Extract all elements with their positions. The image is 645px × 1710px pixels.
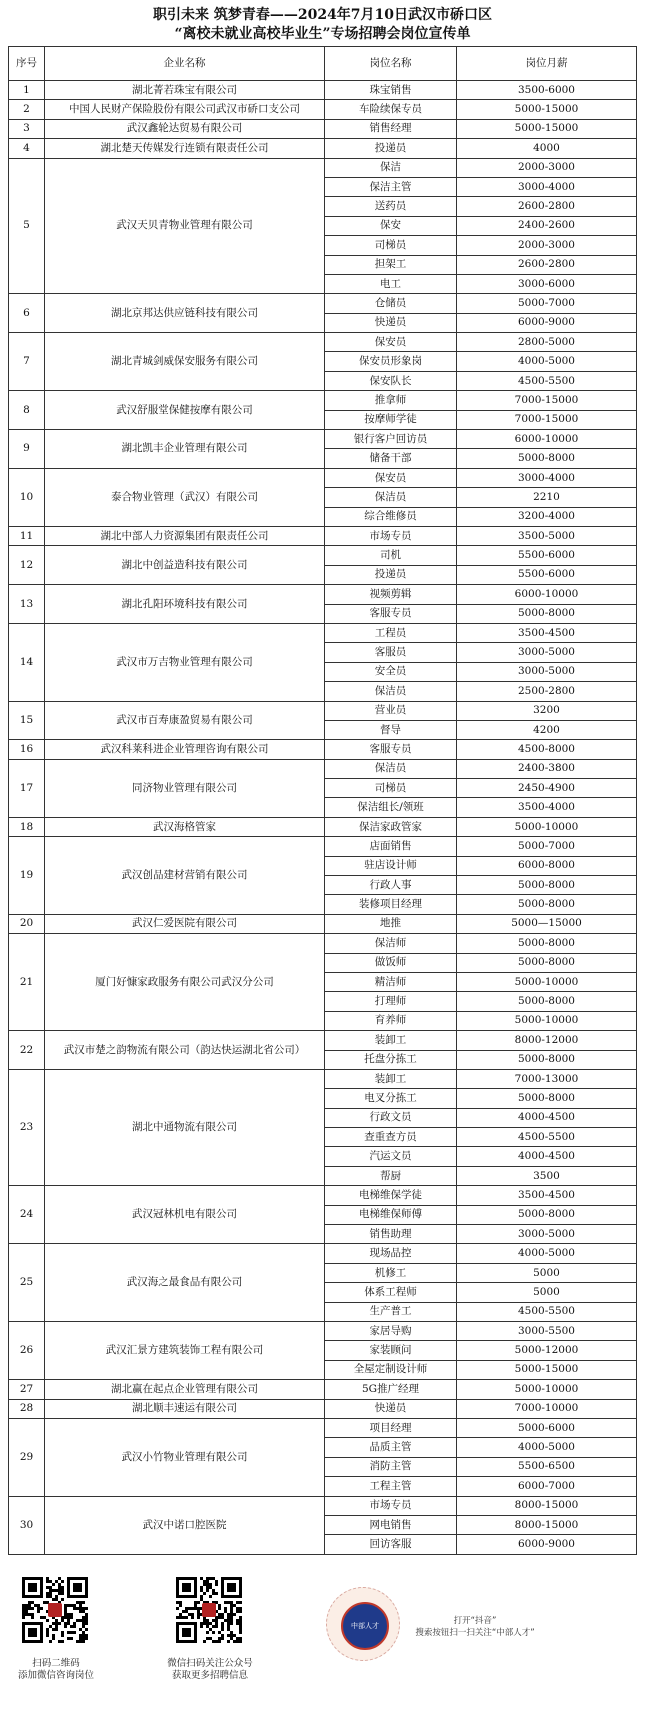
table-row xyxy=(9,546,637,565)
company-name: 武汉汇景方建筑装饰工程有限公司 xyxy=(45,1322,325,1380)
header-position: 岗位名称 xyxy=(325,47,457,81)
position-name: 5G推广经理 xyxy=(325,1380,457,1399)
row-number: 2 xyxy=(9,100,45,119)
monthly-salary: 5000 xyxy=(457,1283,637,1302)
company-name: 同济物业管理有限公司 xyxy=(45,759,325,817)
position-name: 快递员 xyxy=(325,313,457,332)
monthly-salary: 3500 xyxy=(457,1166,637,1185)
table-row xyxy=(9,1244,637,1263)
monthly-salary: 5000-12000 xyxy=(457,1341,637,1360)
position-name: 保洁员 xyxy=(325,759,457,778)
monthly-salary: 3500-4500 xyxy=(457,623,637,642)
monthly-salary: 2000-3000 xyxy=(457,236,637,255)
position-name: 客服专员 xyxy=(325,604,457,623)
table-row xyxy=(9,1322,637,1341)
monthly-salary: 3000-5000 xyxy=(457,643,637,662)
table-row xyxy=(9,100,637,119)
table-row xyxy=(9,1186,637,1205)
table-row xyxy=(9,1496,637,1515)
company-name: 武汉创品建材营销有限公司 xyxy=(45,837,325,915)
company-name: 武汉海之最食品有限公司 xyxy=(45,1244,325,1322)
position-name: 汽运文员 xyxy=(325,1147,457,1166)
monthly-salary: 6000-9000 xyxy=(457,313,637,332)
monthly-salary: 3000-4000 xyxy=(457,468,637,487)
company-name: 湖北赢在起点企业管理有限公司 xyxy=(45,1380,325,1399)
position-name: 投递员 xyxy=(325,139,457,158)
position-name: 保安员形象岗 xyxy=(325,352,457,371)
row-number: 15 xyxy=(9,701,45,740)
table-row xyxy=(9,1031,637,1050)
monthly-salary: 4000-5000 xyxy=(457,1438,637,1457)
position-name: 市场专员 xyxy=(325,526,457,545)
table-row xyxy=(9,139,637,158)
wechat-contact-qr-code xyxy=(22,1577,88,1643)
position-name: 安全员 xyxy=(325,662,457,681)
company-name: 湖北凯丰企业管理有限公司 xyxy=(45,430,325,469)
position-name: 督导 xyxy=(325,720,457,739)
company-name: 湖北中创益造科技有限公司 xyxy=(45,546,325,585)
monthly-salary: 6000-8000 xyxy=(457,856,637,875)
monthly-salary: 5000—15000 xyxy=(457,914,637,933)
row-number: 7 xyxy=(9,333,45,391)
position-name: 按摩师学徒 xyxy=(325,410,457,429)
monthly-salary: 5500-6500 xyxy=(457,1457,637,1476)
monthly-salary: 6000-7000 xyxy=(457,1477,637,1496)
table-row xyxy=(9,740,637,759)
position-name: 综合维修员 xyxy=(325,507,457,526)
company-name: 武汉冠林机电有限公司 xyxy=(45,1186,325,1244)
monthly-salary: 4500-5500 xyxy=(457,1128,637,1147)
row-number: 26 xyxy=(9,1322,45,1380)
monthly-salary: 5000-6000 xyxy=(457,1418,637,1437)
monthly-salary: 3000-6000 xyxy=(457,274,637,293)
row-number: 10 xyxy=(9,468,45,526)
monthly-salary: 2000-3000 xyxy=(457,158,637,177)
row-number: 12 xyxy=(9,546,45,585)
position-name: 电梯维保师傅 xyxy=(325,1205,457,1224)
row-number: 22 xyxy=(9,1031,45,1070)
douyin-line1: 打开“抖音” xyxy=(453,1616,497,1626)
table-row xyxy=(9,1380,637,1399)
row-number: 1 xyxy=(9,81,45,100)
row-number: 18 xyxy=(9,817,45,836)
monthly-salary: 4500-5500 xyxy=(457,1302,637,1321)
position-name: 家装顾问 xyxy=(325,1341,457,1360)
monthly-salary: 5000-7000 xyxy=(457,294,637,313)
position-name: 储备干部 xyxy=(325,449,457,468)
company-name: 武汉市万吉物业管理有限公司 xyxy=(45,623,325,701)
job-table xyxy=(8,46,637,1555)
row-number: 3 xyxy=(9,119,45,138)
monthly-salary: 6000-10000 xyxy=(457,430,637,449)
monthly-salary: 4500-8000 xyxy=(457,740,637,759)
company-name: 湖北青城剑威保安服务有限公司 xyxy=(45,333,325,391)
position-name: 帮厨 xyxy=(325,1166,457,1185)
position-name: 育养师 xyxy=(325,1011,457,1030)
monthly-salary: 5000-8000 xyxy=(457,895,637,914)
row-number: 21 xyxy=(9,934,45,1031)
title-line-1: 职引未来 筑梦青春——2024年7月10日武汉市硚口区 xyxy=(152,7,493,23)
monthly-salary: 3000-5500 xyxy=(457,1322,637,1341)
header-no: 序号 xyxy=(9,47,45,81)
position-name: 市场专员 xyxy=(325,1496,457,1515)
position-name: 保洁员 xyxy=(325,488,457,507)
position-name: 品质主管 xyxy=(325,1438,457,1457)
table-body xyxy=(9,81,637,1555)
monthly-salary: 4000 xyxy=(457,139,637,158)
position-name: 电叉分拣工 xyxy=(325,1089,457,1108)
position-name: 珠宝销售 xyxy=(325,81,457,100)
monthly-salary: 4000-5000 xyxy=(457,1244,637,1263)
row-number: 17 xyxy=(9,759,45,817)
position-name: 生产普工 xyxy=(325,1302,457,1321)
position-name: 打理师 xyxy=(325,992,457,1011)
company-name: 湖北顺丰速运有限公司 xyxy=(45,1399,325,1418)
monthly-salary: 3500-5000 xyxy=(457,526,637,545)
monthly-salary: 3500-4500 xyxy=(457,1186,637,1205)
position-name: 装修项目经理 xyxy=(325,895,457,914)
position-name: 行政人事 xyxy=(325,876,457,895)
table-row xyxy=(9,701,637,720)
position-name: 营业员 xyxy=(325,701,457,720)
company-name: 湖北孔阳环境科技有限公司 xyxy=(45,585,325,624)
row-number: 23 xyxy=(9,1069,45,1185)
company-name: 武汉市楚之韵物流有限公司（韵达快运湖北省公司） xyxy=(45,1031,325,1070)
qr2-caption-line2: 获取更多招聘信息 xyxy=(171,1670,248,1681)
monthly-salary: 7000-15000 xyxy=(457,410,637,429)
monthly-salary: 5500-6000 xyxy=(457,546,637,565)
row-number: 8 xyxy=(9,391,45,430)
monthly-salary: 5000-8000 xyxy=(457,992,637,1011)
position-name: 车险续保专员 xyxy=(325,100,457,119)
monthly-salary: 8000-12000 xyxy=(457,1031,637,1050)
table-row xyxy=(9,934,637,953)
position-name: 保洁 xyxy=(325,158,457,177)
row-number: 19 xyxy=(9,837,45,915)
position-name: 驻店设计师 xyxy=(325,856,457,875)
monthly-salary: 5000-10000 xyxy=(457,1011,637,1030)
qr1-caption xyxy=(4,1658,108,1682)
row-number: 16 xyxy=(9,740,45,759)
company-name: 武汉天贝青物业管理有限公司 xyxy=(45,158,325,294)
qr2-caption xyxy=(150,1658,270,1682)
row-number: 6 xyxy=(9,294,45,333)
monthly-salary: 5000-8000 xyxy=(457,876,637,895)
position-name: 查重查方员 xyxy=(325,1128,457,1147)
monthly-salary: 5000-10000 xyxy=(457,817,637,836)
monthly-salary: 6000-10000 xyxy=(457,585,637,604)
position-name: 精洁师 xyxy=(325,972,457,991)
position-name: 保洁组长/领班 xyxy=(325,798,457,817)
position-name: 保安 xyxy=(325,216,457,235)
monthly-salary: 3200-4000 xyxy=(457,507,637,526)
position-name: 保安员 xyxy=(325,468,457,487)
monthly-salary: 5000-15000 xyxy=(457,100,637,119)
table-row xyxy=(9,333,637,352)
monthly-salary: 5000-15000 xyxy=(457,1360,637,1379)
monthly-salary: 5000-8000 xyxy=(457,449,637,468)
position-name: 项目经理 xyxy=(325,1418,457,1437)
table-row xyxy=(9,817,637,836)
monthly-salary: 2210 xyxy=(457,488,637,507)
monthly-salary: 2600-2800 xyxy=(457,255,637,274)
position-name: 工程主管 xyxy=(325,1477,457,1496)
position-name: 装卸工 xyxy=(325,1031,457,1050)
position-name: 保安员 xyxy=(325,333,457,352)
qr1-caption-line1: 扫码二维码 xyxy=(32,1658,80,1669)
monthly-salary: 5000 xyxy=(457,1263,637,1282)
monthly-salary: 2600-2800 xyxy=(457,197,637,216)
monthly-salary: 5000-8000 xyxy=(457,1205,637,1224)
monthly-salary: 3000-5000 xyxy=(457,662,637,681)
row-number: 5 xyxy=(9,158,45,294)
table-row xyxy=(9,294,637,313)
company-name: 武汉海格管家 xyxy=(45,817,325,836)
position-name: 客服专员 xyxy=(325,740,457,759)
position-name: 店面销售 xyxy=(325,837,457,856)
position-name: 托盘分拣工 xyxy=(325,1050,457,1069)
monthly-salary: 8000-15000 xyxy=(457,1496,637,1515)
position-name: 送药员 xyxy=(325,197,457,216)
position-name: 机修工 xyxy=(325,1263,457,1282)
monthly-salary: 4200 xyxy=(457,720,637,739)
monthly-salary: 2450-4900 xyxy=(457,779,637,798)
position-name: 保安队长 xyxy=(325,371,457,390)
monthly-salary: 6000-9000 xyxy=(457,1535,637,1554)
position-name: 装卸工 xyxy=(325,1069,457,1088)
company-name: 武汉小竹物业管理有限公司 xyxy=(45,1418,325,1496)
company-name: 湖北京邦达供应链科技有限公司 xyxy=(45,294,325,333)
position-name: 电梯维保学徒 xyxy=(325,1186,457,1205)
monthly-salary: 4000-5000 xyxy=(457,352,637,371)
monthly-salary: 5000-8000 xyxy=(457,934,637,953)
position-name: 家居导购 xyxy=(325,1322,457,1341)
row-number: 24 xyxy=(9,1186,45,1244)
position-name: 电工 xyxy=(325,274,457,293)
position-name: 银行客户回访员 xyxy=(325,430,457,449)
monthly-salary: 3500-6000 xyxy=(457,81,637,100)
row-number: 14 xyxy=(9,623,45,701)
row-number: 9 xyxy=(9,430,45,469)
position-name: 保洁员 xyxy=(325,682,457,701)
monthly-salary: 2500-2800 xyxy=(457,682,637,701)
position-name: 保洁师 xyxy=(325,934,457,953)
position-name: 现场品控 xyxy=(325,1244,457,1263)
position-name: 担架工 xyxy=(325,255,457,274)
table-row xyxy=(9,391,637,410)
douyin-code-logo xyxy=(326,1587,400,1661)
company-name: 中国人民财产保险股份有限公司武汉市硚口支公司 xyxy=(45,100,325,119)
company-name: 武汉鑫轮达贸易有限公司 xyxy=(45,119,325,138)
monthly-salary: 3500-4000 xyxy=(457,798,637,817)
table-row xyxy=(9,914,637,933)
table-row xyxy=(9,119,637,138)
position-name: 快递员 xyxy=(325,1399,457,1418)
position-name: 仓储员 xyxy=(325,294,457,313)
position-name: 行政文员 xyxy=(325,1108,457,1127)
monthly-salary: 5000-8000 xyxy=(457,1089,637,1108)
company-name: 武汉中诺口腔医院 xyxy=(45,1496,325,1554)
position-name: 销售经理 xyxy=(325,119,457,138)
position-name: 视频剪辑 xyxy=(325,585,457,604)
table-row xyxy=(9,526,637,545)
header-salary: 岗位月薪 xyxy=(457,47,637,81)
position-name: 投递员 xyxy=(325,565,457,584)
row-number: 13 xyxy=(9,585,45,624)
position-name: 保洁家政管家 xyxy=(325,817,457,836)
table-row xyxy=(9,430,637,449)
position-name: 客服员 xyxy=(325,643,457,662)
monthly-salary: 4000-4500 xyxy=(457,1108,637,1127)
row-number: 11 xyxy=(9,526,45,545)
position-name: 司机 xyxy=(325,546,457,565)
row-number: 25 xyxy=(9,1244,45,1322)
company-name: 湖北中通物流有限公司 xyxy=(45,1069,325,1185)
position-name: 地推 xyxy=(325,914,457,933)
douyin-instructions xyxy=(400,1615,550,1639)
position-name: 网电销售 xyxy=(325,1515,457,1534)
logo-badge: 中部人才 xyxy=(341,1602,389,1650)
table-row xyxy=(9,1418,637,1437)
header-company: 企业名称 xyxy=(45,47,325,81)
table-header-row xyxy=(9,47,637,81)
qr1-caption-line2: 添加微信咨询岗位 xyxy=(17,1670,94,1681)
monthly-salary: 5000-15000 xyxy=(457,119,637,138)
qr2-caption-line1: 微信扫码关注公众号 xyxy=(167,1658,253,1669)
company-name: 武汉科莱科进企业管理咨询有限公司 xyxy=(45,740,325,759)
monthly-salary: 7000-10000 xyxy=(457,1399,637,1418)
monthly-salary: 3200 xyxy=(457,701,637,720)
monthly-salary: 2400-3800 xyxy=(457,759,637,778)
monthly-salary: 3000-4000 xyxy=(457,177,637,196)
table-row xyxy=(9,837,637,856)
monthly-salary: 5000-7000 xyxy=(457,837,637,856)
monthly-salary: 5000-10000 xyxy=(457,972,637,991)
company-name: 湖北菁若珠宝有限公司 xyxy=(45,81,325,100)
table-row xyxy=(9,1399,637,1418)
title-line-2: “离校未就业高校毕业生”专场招聘会岗位宣传单 xyxy=(174,26,471,42)
position-name: 推拿师 xyxy=(325,391,457,410)
footer xyxy=(0,1565,645,1710)
monthly-salary: 4500-5500 xyxy=(457,371,637,390)
monthly-salary: 7000-13000 xyxy=(457,1069,637,1088)
table-row xyxy=(9,623,637,642)
monthly-salary: 2400-2600 xyxy=(457,216,637,235)
official-account-qr-code xyxy=(176,1577,242,1643)
position-name: 回访客服 xyxy=(325,1535,457,1554)
table-row xyxy=(9,81,637,100)
company-name: 湖北中部人力资源集团有限责任公司 xyxy=(45,526,325,545)
monthly-salary: 4000-4500 xyxy=(457,1147,637,1166)
table-row xyxy=(9,759,637,778)
company-name: 泰合物业管理（武汉）有限公司 xyxy=(45,468,325,526)
company-name: 武汉仁爱医院有限公司 xyxy=(45,914,325,933)
row-number: 30 xyxy=(9,1496,45,1554)
monthly-salary: 8000-15000 xyxy=(457,1515,637,1534)
position-name: 保洁主管 xyxy=(325,177,457,196)
monthly-salary: 2800-5000 xyxy=(457,333,637,352)
company-name: 武汉舒服堂保健按摩有限公司 xyxy=(45,391,325,430)
row-number: 27 xyxy=(9,1380,45,1399)
company-name: 厦门好慷家政服务有限公司武汉分公司 xyxy=(45,934,325,1031)
table-row xyxy=(9,1069,637,1088)
position-name: 做饭师 xyxy=(325,953,457,972)
monthly-salary: 7000-15000 xyxy=(457,391,637,410)
row-number: 20 xyxy=(9,914,45,933)
monthly-salary: 5000-10000 xyxy=(457,1380,637,1399)
monthly-salary: 5000-8000 xyxy=(457,953,637,972)
monthly-salary: 3000-5000 xyxy=(457,1225,637,1244)
table-row xyxy=(9,585,637,604)
company-name: 湖北楚天传媒发行连锁有限责任公司 xyxy=(45,139,325,158)
row-number: 28 xyxy=(9,1399,45,1418)
position-name: 司梯员 xyxy=(325,236,457,255)
douyin-line2: 搜索按钮扫一扫关注“中部人才” xyxy=(415,1628,535,1638)
monthly-salary: 5000-8000 xyxy=(457,604,637,623)
position-name: 司梯员 xyxy=(325,779,457,798)
position-name: 消防主管 xyxy=(325,1457,457,1476)
position-name: 体系工程师 xyxy=(325,1283,457,1302)
company-name: 武汉市百寿康盈贸易有限公司 xyxy=(45,701,325,740)
table-row xyxy=(9,158,637,177)
monthly-salary: 5500-6000 xyxy=(457,565,637,584)
monthly-salary: 5000-8000 xyxy=(457,1050,637,1069)
position-name: 销售助理 xyxy=(325,1225,457,1244)
position-name: 全屋定制设计师 xyxy=(325,1360,457,1379)
table-row xyxy=(9,468,637,487)
row-number: 29 xyxy=(9,1418,45,1496)
row-number: 4 xyxy=(9,139,45,158)
position-name: 工程员 xyxy=(325,623,457,642)
